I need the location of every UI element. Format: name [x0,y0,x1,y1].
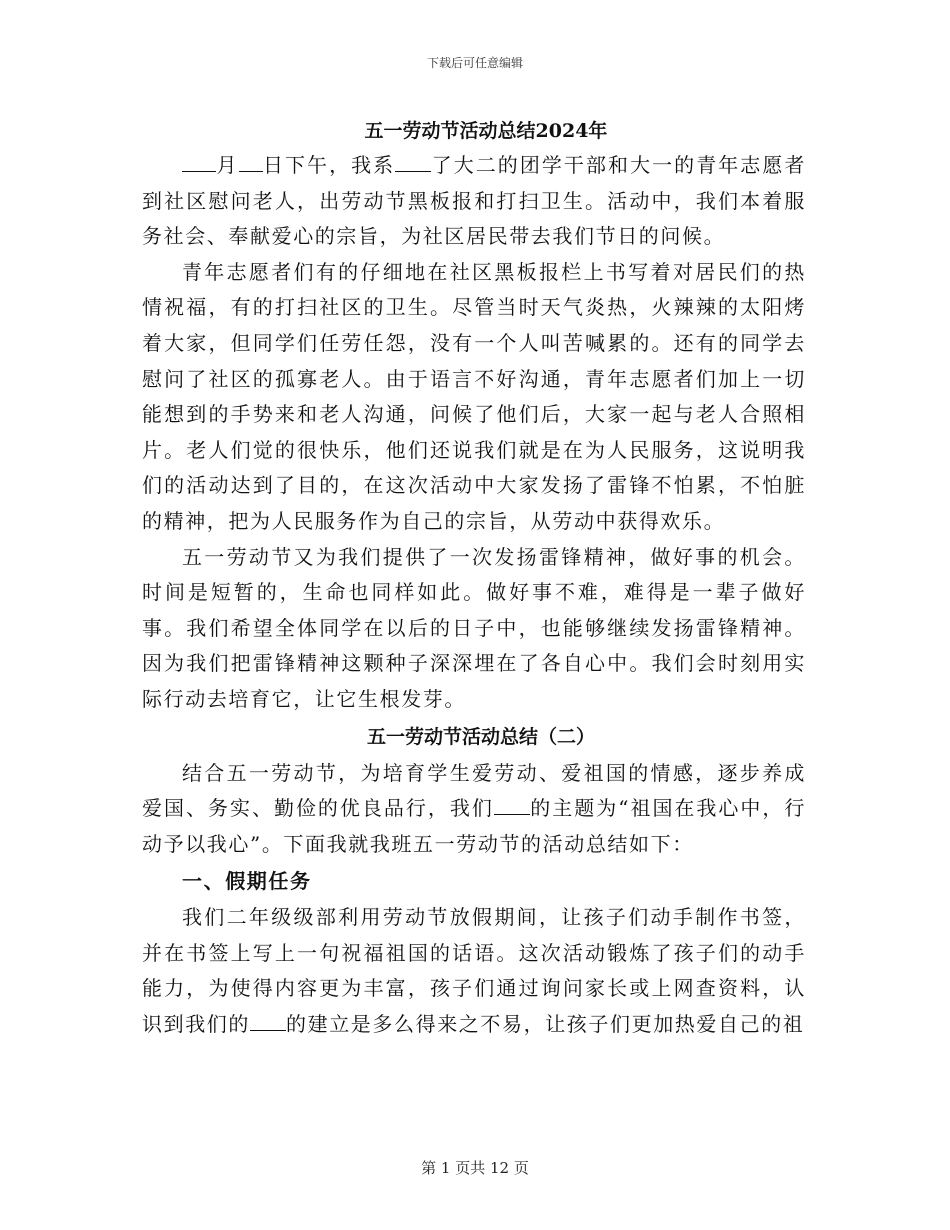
paragraph-4-text-a: 结合五一劳动节，为培育学生爱劳动、爱祖国的情感，逐步养成爱国、务实、勤俭的优良品行，我们 [142,760,806,821]
blank-underline [182,153,216,172]
blank-underline [239,153,263,172]
blank-underline [494,796,530,815]
blank-underline [250,1012,286,1031]
paragraph-5 [142,900,806,1042]
paragraph-1 [142,148,806,255]
paragraph-4-text-b: 的主题为“祖国在我心中，行动予以我心”。下面我就我班五一劳动节的活动总结如下： [142,796,806,856]
page-header: 下载后可任意编辑 [426,56,523,70]
paragraph-1-text-b: 日下午，我系 [262,153,396,177]
paragraph-1-text-a: 月 [216,153,239,177]
paragraph-1-text-c: 了大二的团学干部和大一的青年志愿者到社区慰问老人，出劳动节黑板报和打扫卫生。活动中，我们本着服务社会、奉献爱心的宗旨，为社区居民带去我们节日的问候。 [142,153,806,249]
subsection-heading: 一、假期任务 [182,869,312,894]
section-title: 五一劳动节活动总结（二） [366,725,595,748]
blank-underline [395,153,431,172]
paragraph-5-text-a: 我们二年级级部利用劳动节放假期间，让孩子们动手制作书签，并在书签上写上一句祝福祖国的话语。这次活动锻炼了孩子们的动手能力，为使得内容更为丰富，孩子们通过询问家长或上网查资料，认识到我们的 [142,905,806,1037]
page-footer: 第 1 页共 12 页 [421,1159,529,1177]
paragraph-2: 青年志愿者们有的仔细地在社区黑板报栏上书写着对居民们的热情祝福，有的打扫社区的卫生。尽管当时天气炎热，火辣辣的太阳烤着大家，但同学们任劳任怨，没有一个人叫苦喊累的。还有的同学去慰问了社区的孤寡老人。由于语言不好沟通，青年志愿者们加上一切能想到的手势来和老人沟通，问候了他们后，大家一起与老人合照相片。老人们觉的很快乐，他们还说我们就是在为人民服务，这说明我们的活动达到了目的，在这次活动中大家发扬了雷锋不怕累，不怕脏的精神，把为人民服务作为自己的宗旨，从劳动中获得欢乐。 [142,259,806,533]
document-title: 五一劳动节活动总结2024年 [364,120,608,142]
paragraph-4 [142,756,806,863]
paragraph-5-text-b: 的建立是多么得来之不易，让孩子们更加热爱自己的祖 [286,1012,805,1037]
document-body [142,114,806,1043]
paragraph-3: 五一劳动节又为我们提供了一次发扬雷锋精神，做好事的机会。时间是短暂的，生命也同样如此。做好事不难，难得是一辈子做好事。我们希望全体同学在以后的日子中，也能够继续发扬雷锋精神。因为我们把雷锋精神这颗种子深深埋在了各自心中。我们会时刻用实际行动去培育它，让它生根发芽。 [142,544,806,711]
